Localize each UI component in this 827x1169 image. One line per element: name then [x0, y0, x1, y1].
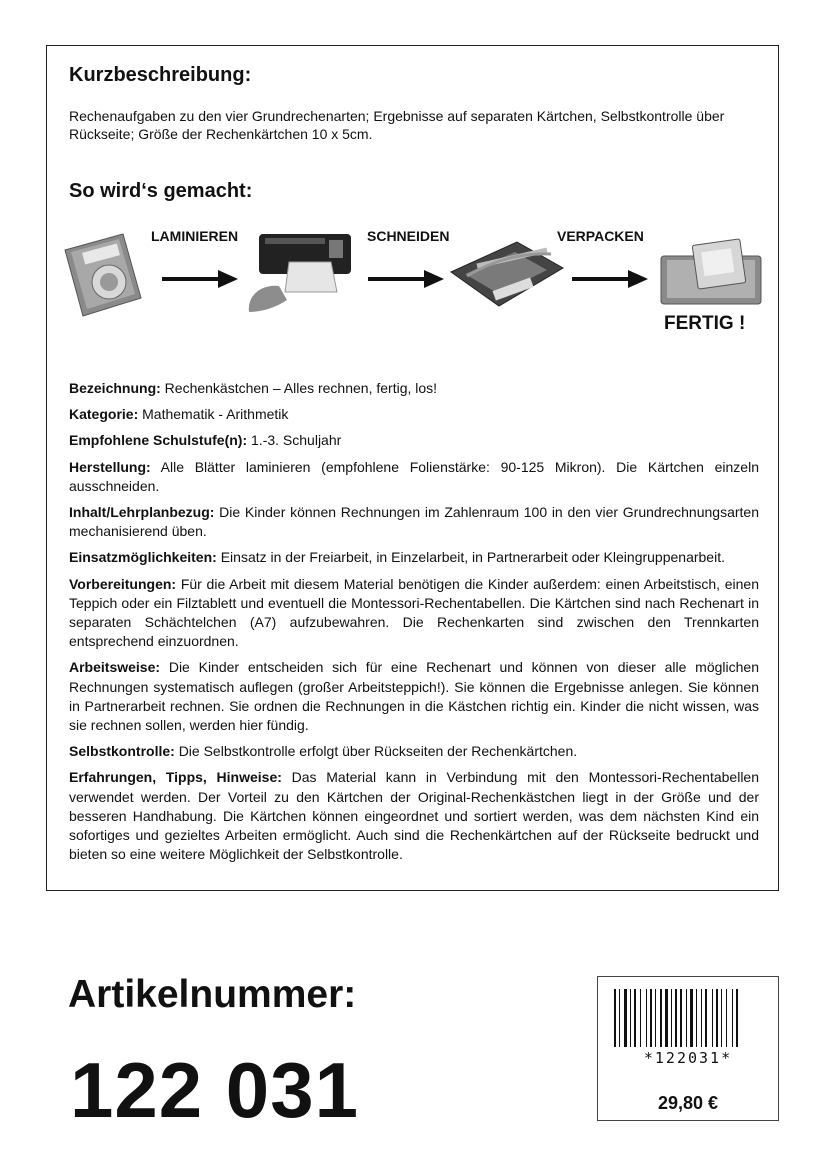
- detail-item: [69, 768, 759, 864]
- detail-label: Selbstkontrolle:: [69, 743, 175, 760]
- detail-item: [69, 548, 759, 567]
- detail-label: Herstellung:: [69, 458, 151, 475]
- detail-label: Erfahrungen, Tipps, Hinweise:: [69, 769, 282, 786]
- booklet-image: [61, 232, 145, 318]
- article-number-label: Artikelnummer:: [68, 973, 357, 1016]
- step-label-cut: SCHNEIDEN: [367, 228, 450, 244]
- barcode-bar: [646, 989, 647, 1047]
- price: 29,80 €: [657, 1093, 719, 1113]
- barcode-bar: [690, 989, 693, 1047]
- arrow-icon: [162, 268, 238, 290]
- detail-item: [69, 742, 759, 761]
- section-heading-howto: So wird‘s gemacht:: [69, 180, 253, 202]
- section-heading-description: Kurzbeschreibung:: [69, 64, 252, 86]
- detail-item: [69, 458, 759, 496]
- detail-text: 1.-3. Schuljahr: [251, 432, 342, 449]
- barcode-bar: [650, 989, 652, 1047]
- step-label-pack: VERPACKEN: [557, 228, 644, 244]
- detail-text: Einsatz in der Freiarbeit, in Einzelarbeit, in Partnerarbeit oder Kleingruppenarbeit.: [220, 549, 725, 566]
- detail-text: Die Kinder entscheiden sich für eine Rechenart und können von dieser alle möglichen Rechnungen systematisch auflegen (großer Arbeitsteppich!). Sie können die Ergebnisse anlegen. Sie können in Partnerarbeit rechnen. Sie ordnen die Rechnungen in die Kästchen richtig ein. Kinder die nicht wissen, was sie rechnen sollen, werden hier fündig.: [69, 659, 759, 734]
- barcode-bar: [671, 989, 672, 1047]
- barcode-bar: [701, 989, 702, 1047]
- detail-text: Die Selbstkontrolle erfolgt über Rückseiten der Rechenkärtchen.: [178, 743, 578, 760]
- detail-text: Alle Blätter laminieren (empfohlene Folienstärke: 90-125 Mikron). Die Kärtchen einzeln ausschneiden.: [69, 458, 759, 494]
- barcode-bar: [680, 989, 682, 1047]
- barcode-bar: [686, 989, 687, 1047]
- barcode-bar: [655, 989, 656, 1047]
- detail-label: Arbeitsweise:: [69, 659, 161, 676]
- cutter-image: [447, 232, 565, 316]
- detail-text: Das Material kann in Verbindung mit den Montessori-Rechentabellen verwendet werden. Der Vorteil zu den Kärtchen der Original-Rechenkästchen liegt in der Größe und der besseren Handhabung. Die Kärtchen können eingeordnet und sortiert werden, was dem nächsten Kind ein sofortiges und gezieltes Arbeiten ermöglicht. Auch sind die Rechenkärtchen auf der Rückseite bedruckt und bieten so eine weitere Möglichkeit der Selbstkontrolle.: [69, 769, 759, 863]
- detail-label: Bezeichnung:: [69, 380, 161, 396]
- barcode-label: [597, 976, 779, 1121]
- laminator-image: [245, 228, 357, 314]
- done-label: FERTIG !: [664, 313, 746, 334]
- barcode-bar: [705, 989, 707, 1047]
- barcode-text: *122031*: [643, 1049, 733, 1067]
- barcode-bar: [716, 989, 718, 1047]
- barcode-bar: [619, 989, 620, 1047]
- detail-item: [69, 431, 759, 450]
- detail-text: Die Kinder können Rechnungen im Zahlenraum 100 in den vier Grundrechnungsarten mechanisierend üben.: [69, 504, 759, 540]
- barcode-bar: [660, 989, 662, 1047]
- detail-item: [69, 503, 759, 541]
- step-label-laminate: LAMINIEREN: [151, 228, 239, 244]
- barcode-bar: [630, 989, 631, 1047]
- barcode-bar: [696, 989, 697, 1047]
- detail-text: Mathematik - Arithmetik: [142, 406, 289, 423]
- description-text: Rechenaufgaben zu den vier Grundrechenarten; Ergebnisse auf separaten Kärtchen, Selbstkontrolle über Rückseite; Größe der Rechenkärtchen 10 x 5cm.: [69, 108, 725, 142]
- detail-label: Kategorie:: [69, 406, 139, 423]
- barcode-bar: [675, 989, 677, 1047]
- detail-text: Rechenkästchen – Alles rechnen, fertig, los!: [164, 380, 438, 396]
- detail-label: Einsatzmöglichkeiten:: [69, 549, 217, 566]
- barcode-bar: [732, 989, 733, 1047]
- barcode-bar: [640, 989, 641, 1047]
- detail-item: [69, 575, 759, 652]
- barcode-icon: [614, 989, 764, 1047]
- barcode-bar: [736, 989, 738, 1047]
- barcode-bar: [726, 989, 727, 1047]
- barcode-bar: [712, 989, 713, 1047]
- barcode-bar: [624, 989, 627, 1047]
- arrow-icon: [368, 268, 444, 290]
- detail-text: Für die Arbeit mit diesem Material benötigen die Kinder außerdem: einen Arbeitstisch, einen Teppich oder ein Filztablett und eventuell die Montessori-Rechentabellen. Die Kärtchen sind nach Rechenart in separaten Schächtelchen (A7) aufzubewahren. Die Rechenkarten sind zwischen den Trennkarten entsprechend einzuordnen.: [69, 575, 759, 650]
- boxes-image: [659, 236, 763, 308]
- detail-item: [69, 379, 759, 398]
- detail-item: [69, 658, 759, 735]
- arrow-icon: [572, 268, 648, 290]
- details-list: [69, 379, 759, 871]
- barcode-bar: [634, 989, 636, 1047]
- info-frame: [46, 45, 779, 891]
- detail-label: Inhalt/Lehrplanbezug:: [69, 504, 215, 521]
- detail-label: Empfohlene Schulstufe(n):: [69, 432, 248, 449]
- barcode-bar: [665, 989, 668, 1047]
- detail-item: [69, 405, 759, 424]
- detail-label: Vorbereitungen:: [69, 575, 177, 592]
- article-number: 122 031: [70, 1046, 359, 1134]
- barcode-bar: [614, 989, 616, 1047]
- barcode-bar: [721, 989, 722, 1047]
